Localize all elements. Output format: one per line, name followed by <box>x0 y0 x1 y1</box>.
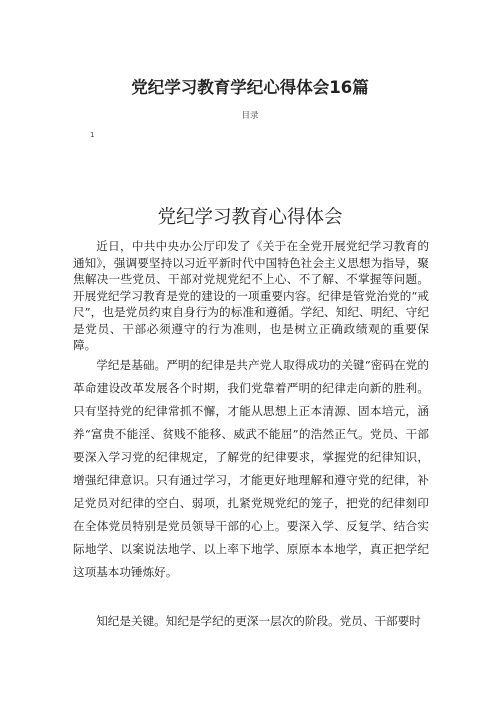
toc-heading: 目录 <box>241 111 259 121</box>
toc-entry[interactable]: 1 <box>90 131 95 139</box>
document-title: 党纪学习教育学纪心得体会16篇 <box>131 78 369 97</box>
paragraph-know-discipline: 知纪是关键。知纪是学纪的更深一层次的阶段。党员、干部要时 <box>96 614 421 628</box>
section-title: 党纪学习教育心得体会 <box>157 207 343 228</box>
paragraph-intro: 近日，中共中央办公厅印发了《关于在全党开展党纪学习教育的通知》，强调要坚持以习近平新时代中国特色社会主义思想为指导，聚焦解决一些党员、干部对党规党纪不上心、不了解、不掌握等问题。开展党纪学习教育是党的建设的一项重要内容。纪律是管党治党的“戒尺”，也是党员约束自身行为的标准和遵循。学纪、知纪、明纪、守纪是党员、干部必须遵守的行为准则，也是树立正确政绩观的重要保障。 <box>73 239 429 352</box>
paragraph-learn-discipline: 学纪是基础。严明的纪律是共产党人取得成功的关键“密码在党的革命建设改革发展各个时期，我们党靠着严明的纪律走向新的胜利。只有坚持党的纪律常抓不懈，才能从思想上正本清源、固本培元，涵养“富贵不能淫、贫贱不能移、威武不能屈”的浩然正气。党员、干部要深入学习党的纪律规定，了解党的纪律要求，掌握党的纪律知识，增强纪律意识。只有通过学习，才能更好地理解和遵守党的纪律，补足党员对纪律的空白、弱项，扎紧党规党纪的笼子，把党的纪律刻印在全体党员特别是党员领导干部的心上。要深入学、反复学、结合实际地学、以案说法地学、以上率下地学、原原本本地学，真正把学纪这项基本功锤炼好。 <box>73 358 429 579</box>
